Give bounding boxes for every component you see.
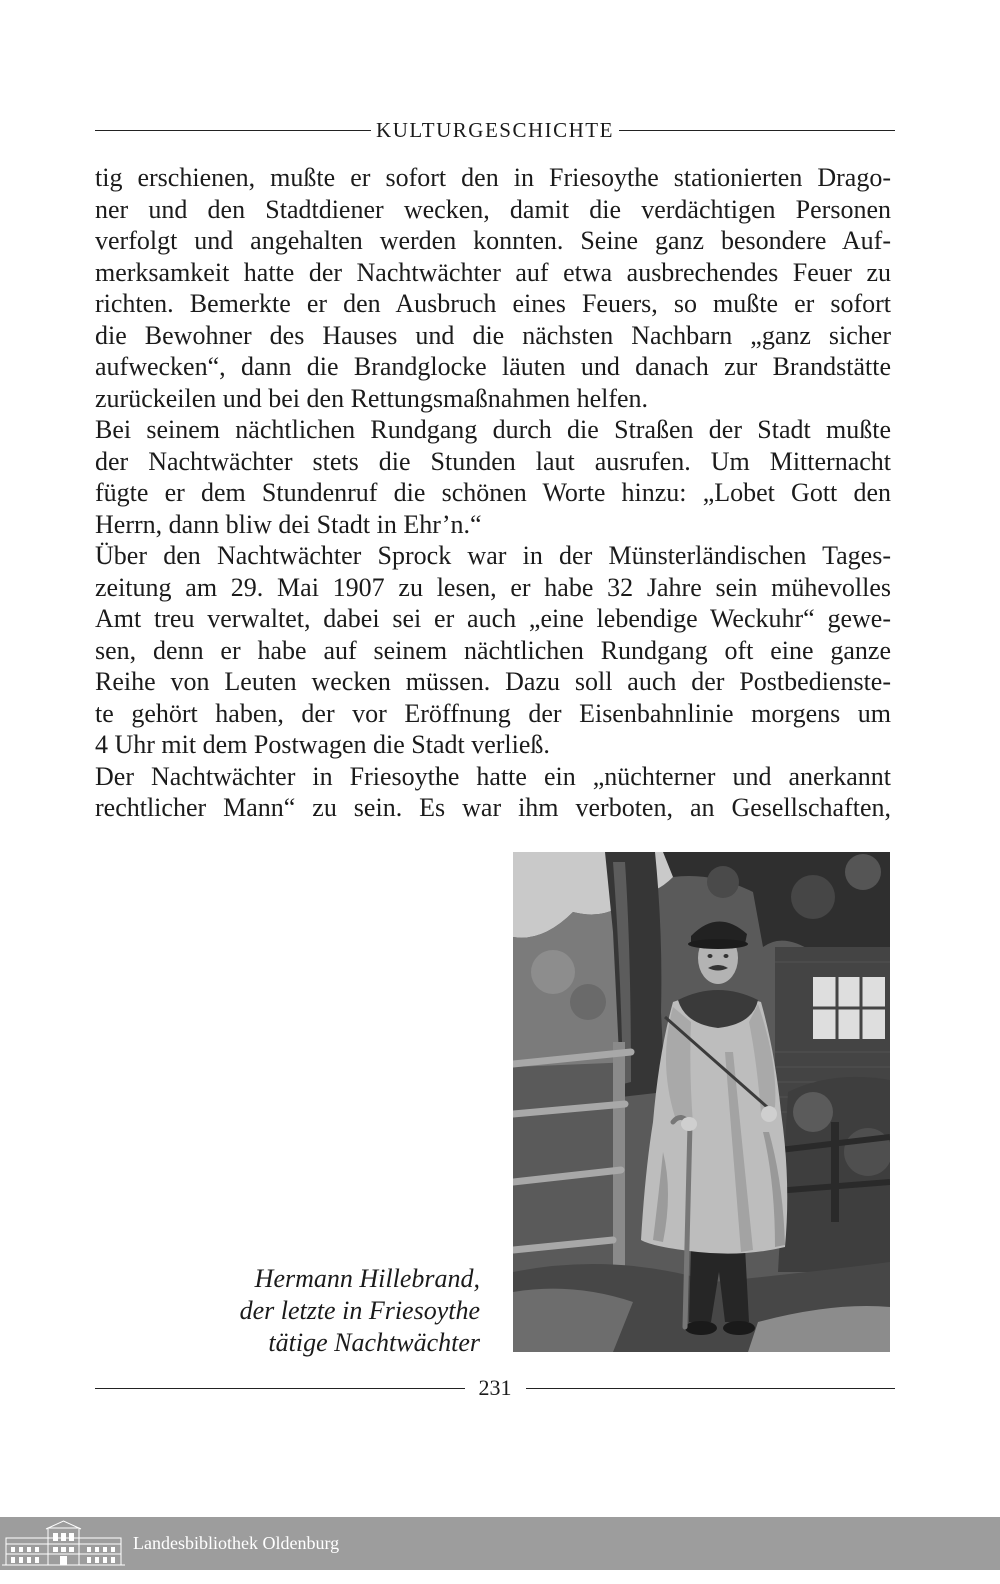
text-line: merksamkeit hatte der Nachtwächter auf etwa ausbrechendes Feuer zu — [95, 257, 891, 287]
paragraph — [95, 162, 891, 414]
text-line: zurückeilen und bei den Rettungsmaßnahmen helfen. — [95, 383, 649, 413]
text-line: Reihe von Leuten wecken müssen. Dazu soll auch der Postbedienste- — [95, 667, 891, 696]
text-line: ner und den Stadtdiener wecken, damit die verdächtigen Personen — [95, 194, 891, 224]
text-line: 4 Uhr mit dem Postwagen die Stadt verließ. — [95, 730, 550, 759]
text-line: sen, denn er habe auf seinem nächtlichen Rundgang oft eine ganze — [95, 635, 891, 665]
footer-rule-left — [95, 1388, 465, 1389]
text-line: Herrn, dann bliw dei Stadt in Ehr’n.“ — [95, 509, 482, 539]
running-head — [95, 118, 895, 142]
library-bar — [0, 1517, 1000, 1570]
library-building-icon — [2, 1520, 125, 1567]
text-line: richten. Bemerkte er den Ausbruch eines Feuers, so mußte er sofort — [95, 289, 891, 318]
library-name: Landesbibliothek Oldenburg — [133, 1533, 340, 1553]
caption-line: tätige Nachtwächter — [268, 1328, 480, 1357]
page-number: 231 — [478, 1375, 512, 1400]
text-line: die Bewohner des Hauses und die nächsten Nachbarn „ganz sicher — [95, 320, 891, 350]
photo-night-watchman — [513, 852, 890, 1352]
text-line: verfolgt und angehalten werden konnten. Seine ganz besondere Auf- — [95, 226, 891, 255]
text-line: fügte er dem Stundenruf die schönen Worte hinzu: „Lobet Gott den — [95, 478, 891, 507]
text-line: Amt treu verwaltet, dabei sei er auch „eine lebendige Weckuhr“ gewe- — [95, 604, 891, 633]
text-line: aufwecken“, dann die Brandglocke läuten und danach zur Brandstätte — [95, 352, 891, 381]
header-rule-left — [95, 130, 371, 131]
header-rule-right — [619, 130, 895, 131]
caption-line: der letzte in Friesoythe — [239, 1296, 480, 1325]
text-line: Über den Nachtwächter Sprock war in der Münsterländischen Tages- — [95, 541, 891, 570]
caption-line: Hermann Hillebrand, — [254, 1264, 480, 1293]
text-line: te gehört haben, der vor Eröffnung der Eisenbahnlinie morgens um — [95, 698, 891, 728]
text-line: Der Nachtwächter in Friesoythe hatte ein „nüchterner und anerkannt — [95, 761, 891, 791]
text-line: Bei seinem nächtlichen Rundgang durch die Straßen der Stadt mußte — [95, 415, 891, 444]
paragraph — [95, 761, 891, 824]
running-title: KULTURGESCHICHTE — [376, 118, 614, 142]
text-line: rechtlicher Mann“ zu sein. Es war ihm verboten, an Gesellschaften, — [95, 793, 891, 822]
paragraph — [95, 540, 891, 761]
text-line: zeitung am 29. Mai 1907 zu lesen, er habe 32 Jahre sein mühevolles — [95, 572, 891, 602]
text-line: der Nachtwächter stets die Stunden laut ausrufen. Um Mitternacht — [95, 446, 891, 476]
figure-caption — [180, 1263, 480, 1359]
paragraph — [95, 414, 891, 540]
body-text — [95, 162, 891, 824]
text-line: tig erschienen, mußte er sofort den in Friesoythe stationierten Drago- — [95, 163, 891, 192]
footer-rule-right — [526, 1388, 896, 1389]
page-footer — [95, 1376, 895, 1400]
